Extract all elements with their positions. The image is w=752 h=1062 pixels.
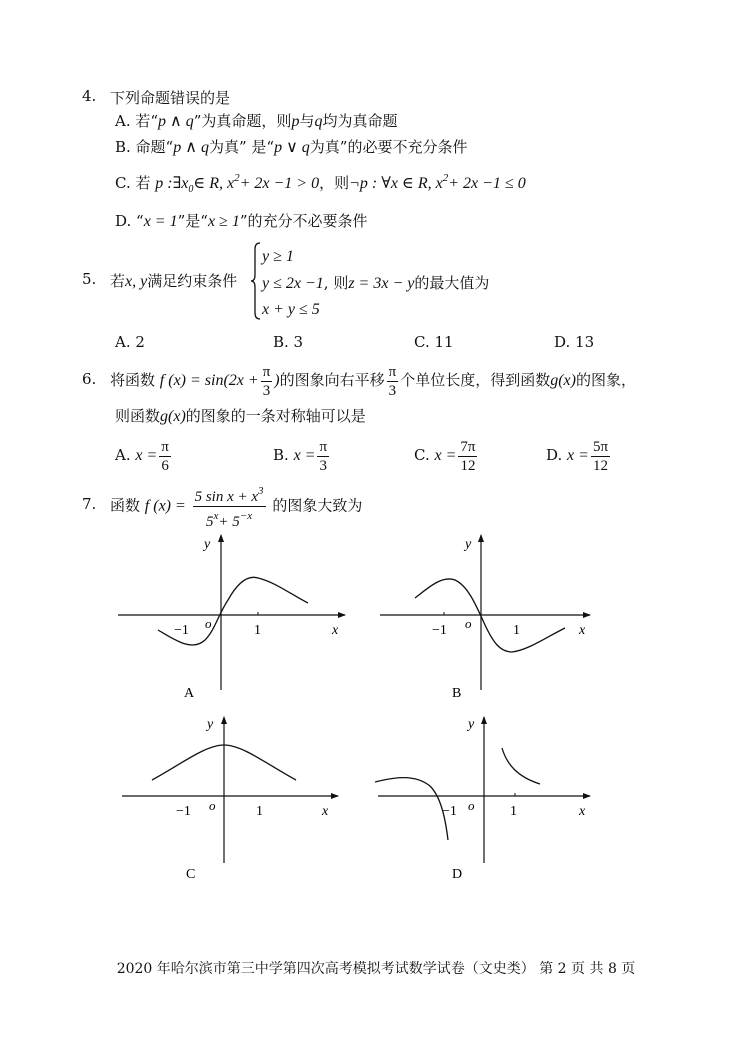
q5-lead-text: 若 bbox=[110, 272, 126, 290]
q7-tail: 的图象大致为 bbox=[272, 496, 363, 515]
graph-b-y-label: y bbox=[465, 537, 472, 552]
q5-constraints bbox=[262, 244, 489, 323]
graph-b-x-label: x bbox=[579, 623, 586, 638]
q6-g: g(x) bbox=[550, 372, 576, 389]
q5-constraint-2-row bbox=[262, 270, 489, 297]
q4-a-tail: 均为真命题 bbox=[322, 112, 398, 130]
q6-opt-a-label: A. bbox=[115, 446, 131, 464]
q6-line2 bbox=[115, 405, 366, 426]
q4-stem: 下列命题错误的是 bbox=[110, 89, 231, 107]
q5-option-a: A. 2 bbox=[115, 333, 145, 351]
graph-d-x-label: x bbox=[579, 804, 586, 819]
q7-lead: 函数 bbox=[110, 496, 141, 515]
graph-d-curve-right bbox=[502, 748, 540, 784]
graph-c-y-label: y bbox=[207, 717, 214, 732]
q6-phase-fraction bbox=[261, 363, 273, 400]
q4-a-prefix: A. 若“ bbox=[115, 112, 159, 130]
q6-shift-den: 3 bbox=[388, 382, 397, 399]
q6-opt-b-xeq: x = bbox=[293, 447, 316, 464]
q7-numerator bbox=[193, 482, 266, 507]
graph-a-neg-one: −1 bbox=[174, 623, 189, 638]
q7-line bbox=[110, 482, 362, 531]
graph-a-caption: A bbox=[184, 686, 195, 701]
graph-b-origin: o bbox=[465, 616, 472, 631]
q6-opt-b-label: B. bbox=[273, 446, 289, 464]
q7-den-sup2: −x bbox=[239, 510, 253, 522]
q6-opt-d-label: D. bbox=[546, 446, 563, 464]
q6-opt-a-frac bbox=[159, 438, 171, 475]
q5-lead2: 满足约束条件 bbox=[147, 272, 238, 290]
q4-a-p: p bbox=[291, 113, 300, 130]
graph-d bbox=[375, 717, 590, 882]
graph-c-origin: o bbox=[209, 798, 216, 813]
q6-f-expr: f (x) = sin(2x + bbox=[159, 372, 259, 389]
graph-a-one: 1 bbox=[254, 623, 261, 638]
q7-den-b: + 5 bbox=[218, 514, 240, 530]
q4-b-prefix: B. 命题“ bbox=[115, 138, 174, 156]
q6-opt-c-xeq: x = bbox=[434, 447, 457, 464]
q5-constraint-2: y ≤ 2x −1 bbox=[262, 275, 324, 292]
q5-option-b: B. 3 bbox=[273, 333, 304, 351]
q7-graphs bbox=[0, 530, 752, 930]
q4-c-mid: ，则 bbox=[319, 174, 350, 192]
q7-num-sup: 3 bbox=[258, 485, 264, 497]
q6-opt-b-den: 3 bbox=[319, 457, 328, 474]
q7-denominator bbox=[204, 507, 254, 531]
q6-opt-a-xeq: x = bbox=[135, 447, 158, 464]
q5-number: 5. bbox=[82, 270, 97, 288]
q6-shift-fraction bbox=[387, 363, 399, 400]
q5-constraint-1: y ≥ 1 bbox=[262, 248, 294, 265]
graph-b bbox=[380, 535, 590, 701]
q6-line1 bbox=[110, 360, 636, 401]
q6-opt-c-den: 12 bbox=[460, 457, 476, 474]
q6-opt-a-num: π bbox=[161, 438, 169, 455]
q4-d-prefix: D. “ bbox=[115, 212, 144, 230]
q4-b-expr1: p ∧ q bbox=[173, 139, 209, 156]
q5-option-c: C. 11 bbox=[414, 333, 454, 351]
q7-f: f (x) = bbox=[144, 497, 186, 515]
q6-opt-d-xeq: x = bbox=[567, 447, 589, 464]
q6-option-c bbox=[414, 433, 479, 478]
q6-opt-b-num: π bbox=[319, 438, 328, 455]
q6-mid: 的图象向右平移 bbox=[279, 371, 385, 389]
q4-b-mid: 为真” 是“ bbox=[208, 138, 275, 156]
q6-opt-c-frac bbox=[458, 438, 477, 475]
graph-b-neg-one: −1 bbox=[432, 623, 447, 638]
q4-c-expr3: + 2x −1 > 0 bbox=[239, 175, 320, 192]
graph-a-origin: o bbox=[205, 616, 212, 631]
q4-a-and: 与 bbox=[299, 112, 315, 130]
q4-c-sup1: 2 bbox=[234, 172, 240, 184]
q5-option-d: D. 13 bbox=[554, 333, 595, 351]
graph-d-one: 1 bbox=[510, 804, 517, 819]
graph-c-one: 1 bbox=[256, 804, 263, 819]
q6-mid2: 个单位长度，得到函数 bbox=[400, 371, 551, 389]
graph-a-x-label: x bbox=[332, 623, 339, 638]
q7-number: 7. bbox=[82, 495, 97, 513]
graph-c-x-label: x bbox=[322, 804, 329, 819]
q6-opt-d-frac bbox=[591, 438, 610, 475]
q4-number: 4. bbox=[82, 87, 97, 105]
q4-d-expr2: x ≥ 1 bbox=[207, 213, 240, 230]
q4-d-tail: ”的充分不必要条件 bbox=[239, 212, 368, 230]
q6-opt-d-num: 5π bbox=[592, 438, 609, 455]
q5-vars: x, y bbox=[125, 273, 148, 290]
q4-option-d bbox=[115, 210, 368, 231]
q4-d-mid: ”是“ bbox=[177, 212, 208, 230]
graph-d-y-label: y bbox=[468, 717, 475, 732]
q4-option-c bbox=[115, 172, 526, 195]
q6-lead: 将函数 bbox=[110, 371, 156, 389]
q6-opt-d-den: 12 bbox=[592, 457, 608, 474]
q6-opt-b-frac bbox=[317, 438, 329, 475]
q4-c-expr1: p :∃x bbox=[155, 175, 189, 192]
graph-b-one: 1 bbox=[513, 623, 520, 638]
graph-c-caption: C bbox=[186, 867, 196, 882]
q6-opt-a-den: 6 bbox=[161, 457, 169, 474]
graph-d-origin: o bbox=[468, 798, 475, 813]
q4-d-expr1: x = 1 bbox=[143, 213, 178, 230]
q4-c-prefix: C. 若 bbox=[115, 174, 151, 192]
graph-c bbox=[122, 717, 338, 882]
q4-option-a bbox=[115, 110, 397, 131]
q5-tail: 的最大值为 bbox=[414, 274, 490, 292]
q6-line2-b: 的图象的一条对称轴可以是 bbox=[185, 407, 366, 425]
graph-d-curve-left bbox=[375, 778, 448, 840]
q6-option-b bbox=[273, 433, 331, 478]
page-footer: 2020 年哈尔滨市第三中学第四次高考模拟考试数学试卷（文史类） 第 2 页 共 8 页 bbox=[116, 961, 636, 977]
q4-a-expr: p ∧ q bbox=[158, 113, 194, 130]
q5-constraint-3: x + y ≤ 5 bbox=[262, 301, 320, 318]
q6-line2-a: 则函数 bbox=[115, 407, 161, 425]
q6-tail: 的图象， bbox=[575, 371, 636, 389]
graph-a-y-label: y bbox=[204, 537, 211, 552]
q4-c-sub: 0 bbox=[188, 184, 194, 195]
q4-c-expr4: ¬p : ∀x ∈ R, x bbox=[349, 175, 443, 192]
q4-c-expr2: ∈ R, x bbox=[193, 175, 235, 192]
q7-den-sup1: x bbox=[213, 510, 219, 522]
q4-option-b bbox=[115, 136, 467, 157]
q5-brace bbox=[250, 241, 262, 321]
q7-den-a: 5 bbox=[206, 514, 214, 530]
q4-a-q: q bbox=[314, 113, 323, 130]
q7-num-a: 5 sin x + x bbox=[194, 489, 259, 505]
q6-opt-c-label: C. bbox=[414, 446, 430, 464]
q5-objective: z = 3x − y bbox=[348, 275, 415, 292]
q6-option-a bbox=[115, 433, 173, 478]
q4-b-expr2: p ∨ q bbox=[274, 139, 310, 156]
q6-opt-c-num: 7π bbox=[460, 438, 476, 455]
q6-phase-num: π bbox=[262, 363, 271, 380]
graph-b-caption: B bbox=[452, 686, 462, 701]
q6-close: ) bbox=[274, 372, 280, 389]
q4-a-mid: ”为真命题，则 bbox=[193, 112, 292, 130]
q6-phase-den: 3 bbox=[262, 382, 271, 399]
q7-fraction bbox=[193, 482, 266, 531]
q4-c-expr5: + 2x −1 ≤ 0 bbox=[448, 175, 526, 192]
q6-line2-g: g(x) bbox=[160, 408, 186, 425]
q4-b-tail: 为真”的必要不充分条件 bbox=[309, 138, 468, 156]
graph-c-neg-one: −1 bbox=[176, 804, 191, 819]
graph-d-neg-one: −1 bbox=[442, 804, 457, 819]
graph-a bbox=[118, 535, 345, 701]
q5-after: , 则 bbox=[323, 274, 349, 292]
graph-d-caption: D bbox=[452, 867, 463, 882]
q6-number: 6. bbox=[82, 370, 97, 388]
q5-lead bbox=[110, 270, 237, 291]
q6-shift-num: π bbox=[388, 363, 397, 380]
q6-option-d bbox=[546, 433, 612, 478]
q4-c-sup2: 2 bbox=[442, 172, 449, 184]
